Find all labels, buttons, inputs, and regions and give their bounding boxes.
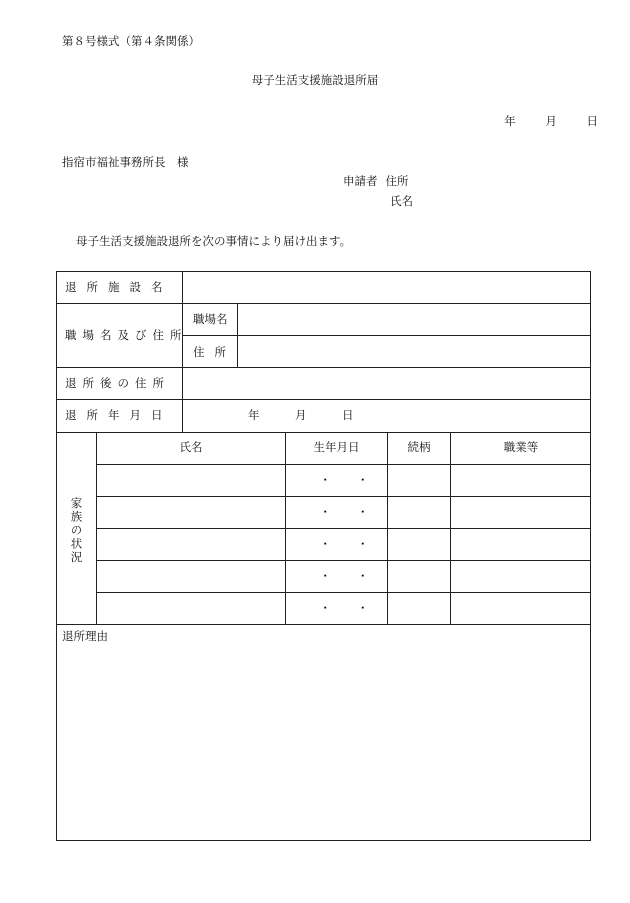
- withdrawal-month-unit: 月: [295, 408, 307, 422]
- family-row-2-name-field[interactable]: [97, 497, 285, 528]
- applicant-address-line: [343, 176, 409, 188]
- statement: 母子生活支援施設退所を次の事情により届け出ます。: [76, 234, 352, 248]
- facility-name-field[interactable]: [183, 272, 591, 303]
- post-address-label: 退所後の住所: [65, 376, 170, 390]
- withdrawal-reason-field[interactable]: [57, 647, 591, 840]
- family-row-3-occupation-field[interactable]: [451, 529, 591, 560]
- workplace-label: 職場名及び住所: [65, 328, 188, 342]
- workplace-address-label: 住所: [193, 345, 236, 359]
- family-header-relation: 続柄: [407, 440, 431, 454]
- family-row-4-relation-field[interactable]: [388, 561, 450, 592]
- withdrawal-year-unit: 年: [248, 408, 260, 422]
- column-divider: [285, 432, 286, 624]
- family-row-2-dob-field[interactable]: ・・: [319, 505, 395, 519]
- form-number: 第８号様式（第４条関係）: [62, 34, 200, 48]
- date-month-unit: 月: [545, 114, 557, 128]
- family-row-1-dob-field[interactable]: ・・: [319, 473, 395, 487]
- date-year-unit: 年: [504, 114, 516, 128]
- withdrawal-date-field[interactable]: [183, 400, 591, 432]
- family-row-4-name-field[interactable]: [97, 561, 285, 592]
- workplace-name-label: 職場名: [193, 312, 228, 326]
- family-header-occupation: 職業等: [503, 440, 539, 454]
- family-row-4-occupation-field[interactable]: [451, 561, 591, 592]
- post-address-field[interactable]: [183, 368, 591, 399]
- withdrawal-date-label: 退所年月日: [65, 408, 173, 422]
- family-row-1-occupation-field[interactable]: [451, 465, 591, 496]
- family-row-2-relation-field[interactable]: [388, 497, 450, 528]
- date-day-unit: 日: [586, 114, 598, 128]
- workplace-name-field[interactable]: [238, 304, 591, 335]
- workplace-address-field[interactable]: [238, 336, 591, 367]
- row-divider: [57, 624, 591, 625]
- applicant-name-label: 氏名: [390, 194, 413, 208]
- withdrawal-reason-label: 退所理由: [62, 629, 108, 643]
- addressee: 指宿市福祉事務所長 様: [62, 155, 189, 169]
- row-divider: [57, 432, 591, 433]
- family-row-2-occupation-field[interactable]: [451, 497, 591, 528]
- family-row-4-dob-field[interactable]: ・・: [319, 569, 395, 583]
- applicant-role: 申請者: [343, 174, 378, 188]
- family-header-name: 氏名: [179, 440, 203, 454]
- family-row-3-dob-field[interactable]: ・・: [319, 537, 395, 551]
- family-row-5-dob-field[interactable]: ・・: [319, 601, 395, 615]
- facility-name-label: 退所施設名: [65, 280, 173, 294]
- family-row-1-name-field[interactable]: [97, 465, 285, 496]
- family-row-5-relation-field[interactable]: [388, 593, 450, 624]
- family-row-5-occupation-field[interactable]: [451, 593, 591, 624]
- applicant-address-label: 住所: [385, 174, 409, 188]
- withdrawal-form-table: [56, 271, 591, 841]
- submission-date-line: [478, 116, 598, 128]
- family-status-label: 家族の状況: [69, 497, 84, 565]
- family-row-5-name-field[interactable]: [97, 593, 285, 624]
- family-row-3-relation-field[interactable]: [388, 529, 450, 560]
- family-row-3-name-field[interactable]: [97, 529, 285, 560]
- family-row-1-relation-field[interactable]: [388, 465, 450, 496]
- withdrawal-day-unit: 日: [342, 408, 354, 422]
- family-header-dob: 生年月日: [313, 440, 360, 454]
- document-title: 母子生活支援施設退所届: [251, 73, 379, 87]
